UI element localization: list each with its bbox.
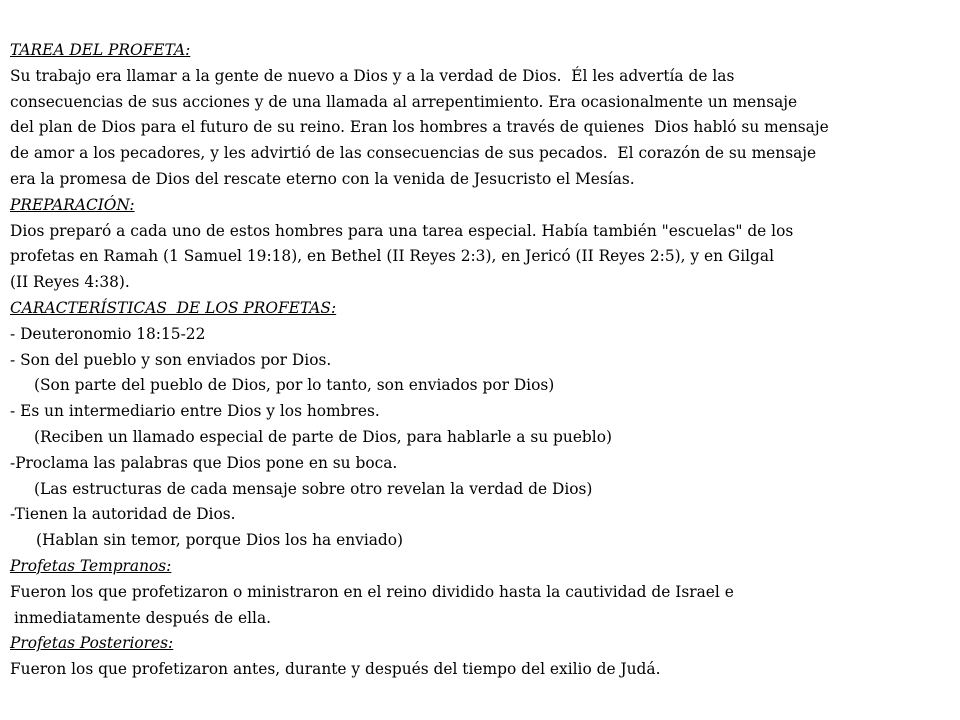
paragraph-line: (II Reyes 4:38). [10, 273, 130, 292]
paragraph-line: profetas en Ramah (1 Samuel 19:18), en Bethel (II Reyes 2:3), en Jericó (II Reyes 2:5), y en Gilgal [10, 247, 775, 266]
list-item-note: (Son parte del pueblo de Dios, por lo tanto, son enviados por Dios) [34, 376, 555, 395]
paragraph-line: Fueron los que profetizaron antes, durante y después del tiempo del exilio de Judá. [10, 660, 661, 679]
list-item-note: (Reciben un llamado especial de parte de Dios, para hablarle a su pueblo) [34, 427, 612, 446]
list-item: - Son del pueblo y son enviados por Dios. [10, 350, 332, 369]
paragraph-line: Fueron los que profetizaron o ministraron en el reino dividido hasta la cautividad de Israel e [10, 582, 734, 601]
paragraph-line: de amor a los pecadores, y les advirtió de las consecuencias de sus pecados. El corazón de su mensaje [10, 144, 817, 163]
section-heading-caracteristicas: CARACTERÍSTICAS DE LOS PROFETAS: [10, 298, 337, 317]
section-heading-preparacion: PREPARACIÓN: [10, 195, 135, 214]
list-item: - Deuteronomio 18:15-22 [10, 324, 206, 343]
list-item: -Tienen la autoridad de Dios. [10, 505, 236, 524]
list-item: -Proclama las palabras que Dios pone en su boca. [10, 453, 398, 472]
paragraph-line: Dios preparó a cada uno de estos hombres para una tarea especial. Había también "escuelas" de los [10, 221, 794, 240]
section-heading-posteriores: Profetas Posteriores: [10, 634, 174, 653]
document-body [10, 38, 955, 683]
list-item: - Es un intermediario entre Dios y los hombres. [10, 402, 380, 421]
list-item-note: (Hablan sin temor, porque Dios los ha enviado) [36, 531, 404, 550]
paragraph-line: inmediatamente después de ella. [14, 608, 272, 627]
section-heading-tempranos: Profetas Tempranos: [10, 556, 172, 575]
list-item-note: (Las estructuras de cada mensaje sobre otro revelan la verdad de Dios) [34, 479, 593, 498]
section-heading-tarea: TAREA DEL PROFETA: [10, 41, 191, 59]
paragraph-line: consecuencias de sus acciones y de una llamada al arrepentimiento. Era ocasionalmente un mensaje [10, 92, 798, 111]
paragraph-line: Su trabajo era llamar a la gente de nuevo a Dios y a la verdad de Dios. Él les advertía de las [10, 66, 735, 85]
paragraph-line: del plan de Dios para el futuro de su reino. Eran los hombres a través de quienes Dios habló su mensaje [10, 118, 829, 137]
paragraph-line: era la promesa de Dios del rescate eterno con la venida de Jesucristo el Mesías. [10, 169, 635, 188]
